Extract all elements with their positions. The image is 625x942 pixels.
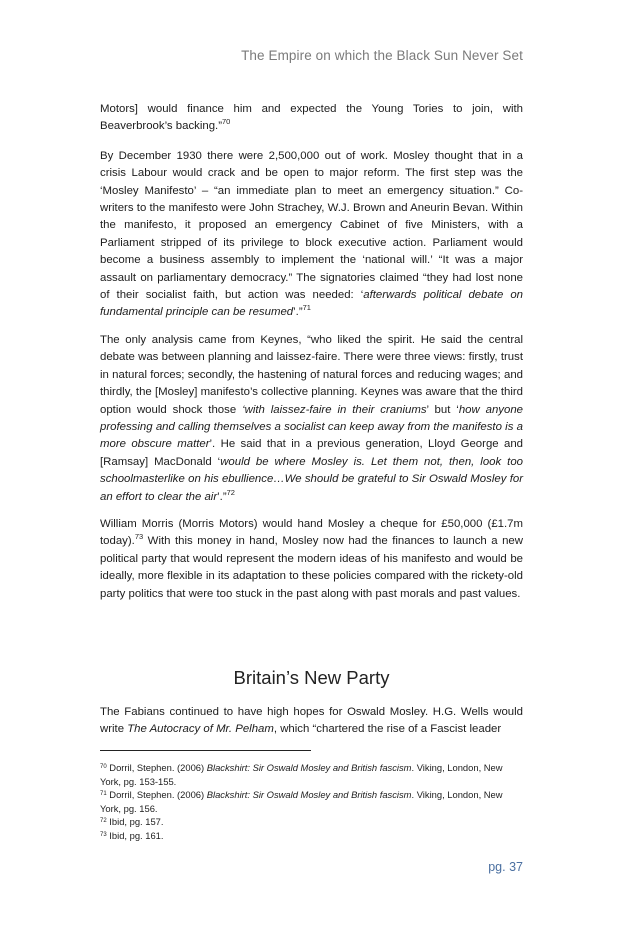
book-title-italic: The Autocracy of Mr. Pelham xyxy=(127,723,274,736)
section-heading: Britain’s New Party xyxy=(233,667,390,688)
paragraph-2 xyxy=(100,148,523,322)
page-number: pg. 37 xyxy=(488,860,523,874)
section-paragraph xyxy=(100,704,523,739)
paragraph-4 xyxy=(100,516,523,603)
footnote-ref[interactable]: 73 xyxy=(134,532,144,542)
footnote-number: 73 xyxy=(100,831,107,838)
quote-italic: how anyone professing and calling themselves a socialist can keep away from the manifesto is a more obscure matter xyxy=(100,403,523,451)
footnote-text: Ibid, pg. 161. xyxy=(109,829,164,841)
body-text xyxy=(100,101,523,613)
paragraph-text: With this money in hand, Mosley now had the finances to launch a new political party that would represent the modern ideas of his manifesto and would be ideally, more flexible in its adaptation to these policies compared with the rickety-old party politics that were too stuck in the past along with past morals and past values. xyxy=(100,535,523,600)
footnote-71 xyxy=(100,788,523,815)
paragraph-text: The only analysis came from Keynes, “who liked the spirit. He said the central debate was between planning and laissez-faire. There were three views: firstly, trust in natural forces; secondly, the hastening of natural forces and reducing wages; and thirdly, the [Mosley] manifesto’s collective planning. Keynes was aware that the third option would shock those xyxy=(100,333,523,416)
footnote-ref[interactable]: 71 xyxy=(302,303,311,313)
paragraph-text: , which “chartered the rise of a Fascist leader xyxy=(273,723,502,736)
footnote-72 xyxy=(100,815,523,829)
footnote-number: 72 xyxy=(100,818,107,824)
paragraph-text: By December 1930 there were 2,500,000 out of work. Mosley thought that in a crisis Labour would crack and be open to major reform. The first step was the ‘Mosley Manifesto’ – “an immediate plan to meet an emergency situation.” Co-writers to the manifesto were John Strachey, W.J. Brown and Aneurin Bevan. Within the manifesto, it proposed an emergency Cabinet of five Ministers, with a Parliament stripped of its privilege to block executive action. Parliament would become a business assembly to implement the ‘national will.’ “It was a major assault on parliamentary democracy.” The signatories claimed “they had lost none of their socialist faith, but action was needed: ‘ xyxy=(100,149,523,302)
paragraph-text: The Fabians continued to have high hopes for Oswald Mosley. H.G. Wells would write xyxy=(100,706,523,736)
paragraph-1 xyxy=(100,101,523,136)
quote-italic: afterwards political debate on fundamental principle can be resumed xyxy=(100,289,523,319)
running-header: The Empire on which the Black Sun Never Set xyxy=(241,48,523,63)
paragraph-text: ’.” xyxy=(293,306,303,319)
footnote-publisher: . Viking, London, New York, pg. 156. xyxy=(100,789,503,814)
footnote-publisher: . Viking, London, New York, pg. 153-155. xyxy=(100,762,503,787)
quote-italic: would be where Mosley is. Let them not, then, look too schoolmasterlike on his ebullience…We should be grateful to Sir Oswald Mosley for an effort to clear the air xyxy=(100,455,523,503)
footnote-divider xyxy=(100,750,311,751)
footnote-author: Dorril, Stephen. (2006) xyxy=(109,789,207,800)
footnote-text: Ibid, pg. 157. xyxy=(109,816,164,827)
paragraph-text: ’.” xyxy=(217,490,227,503)
paragraph-text: Motors] would finance him and expected the Young Tories to join, with Beaverbrook’s backing.” xyxy=(100,103,523,133)
footnote-70 xyxy=(100,761,523,788)
paragraph-3 xyxy=(100,332,523,506)
footnote-73 xyxy=(100,829,523,843)
footnote-number: 71 xyxy=(100,791,107,797)
footnotes xyxy=(100,761,523,842)
footnote-ref[interactable]: 70 xyxy=(222,117,231,127)
quote-italic: ‘with laissez-faire in their craniums xyxy=(242,403,427,416)
footnote-book-title: Blackshirt: Sir Oswald Mosley and British fascism xyxy=(206,789,412,800)
footnote-author: Dorril, Stephen. (2006) xyxy=(109,762,207,773)
paragraph-text: ’. He said that in a previous generation, Lloyd George and [Ramsay] MacDonald ‘ xyxy=(100,438,523,468)
footnote-book-title: Blackshirt: Sir Oswald Mosley and British fascism xyxy=(206,762,412,773)
footnote-number: 70 xyxy=(100,764,107,770)
paragraph-text: ’ but ‘ xyxy=(426,403,459,416)
footnote-ref[interactable]: 72 xyxy=(226,487,235,497)
paragraph-text: William Morris (Morris Motors) would hand Mosley a cheque for £50,000 (£1.7m today). xyxy=(100,517,523,548)
